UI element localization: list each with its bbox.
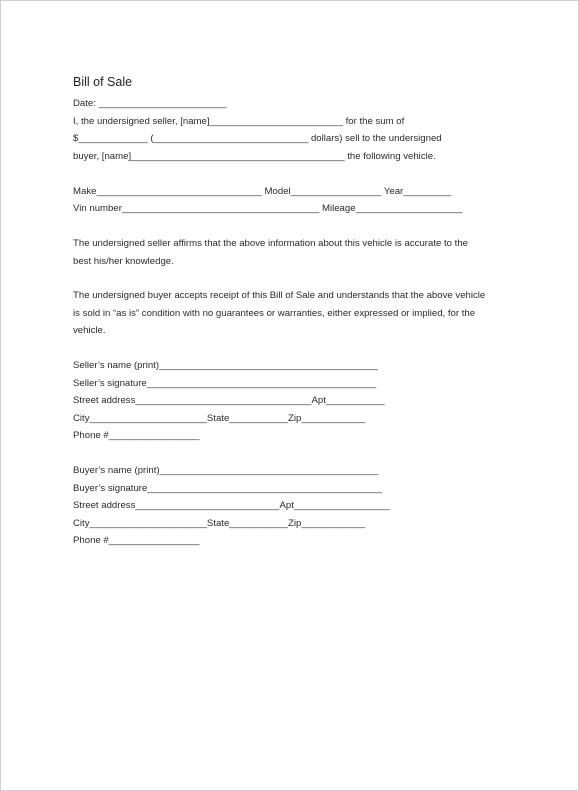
buyer-name-field[interactable]: Buyer’s name (print)_________________________________________ [73,465,379,476]
seller-name-field[interactable]: Seller’s name (print)_________________________________________ [73,360,378,371]
buyer-street-field[interactable]: Street address___________________________Apt__________________ [73,500,390,511]
buyer-accept-line-2: is sold in “as is” condition with no guarantees or warranties, either expressed or implied, for the [73,308,476,319]
vin-mileage-line: Vin number_____________________________________ Mileage____________________ [73,203,463,214]
seller-intro-line: I, the undersigned seller, [name]_________________________ for the sum of [73,116,405,127]
buyer-intro-line: buyer, [name]________________________________________ the following vehicle. [73,151,436,162]
date-field[interactable]: Date: ________________________ [73,98,227,109]
buyer-phone-field[interactable]: Phone #_________________ [73,535,200,546]
sum-line: $_____________ (_____________________________ dollars) sell to the undersigned [73,133,442,144]
seller-affirm-line-1: The undersigned seller affirms that the above information about this vehicle is accurate to the [73,238,468,249]
document-title: Bill of Sale [73,75,133,89]
seller-affirm-line-2: best his/her knowledge. [73,256,174,267]
seller-street-field[interactable]: Street address_________________________________Apt___________ [73,395,385,406]
buyer-city-field[interactable]: City______________________State___________Zip____________ [73,518,366,529]
make-model-year-line: Make_______________________________ Model_________________ Year_________ [73,186,452,197]
seller-signature-field[interactable]: Seller’s signature___________________________________________ [73,378,377,389]
seller-city-field[interactable]: City______________________State___________Zip____________ [73,413,366,424]
buyer-accept-line-3: vehicle. [73,325,106,336]
seller-phone-field[interactable]: Phone #_________________ [73,430,200,441]
buyer-accept-line-1: The undersigned buyer accepts receipt of this Bill of Sale and understands that the above vehicle [73,290,486,301]
buyer-signature-field[interactable]: Buyer’s signature____________________________________________ [73,483,383,494]
